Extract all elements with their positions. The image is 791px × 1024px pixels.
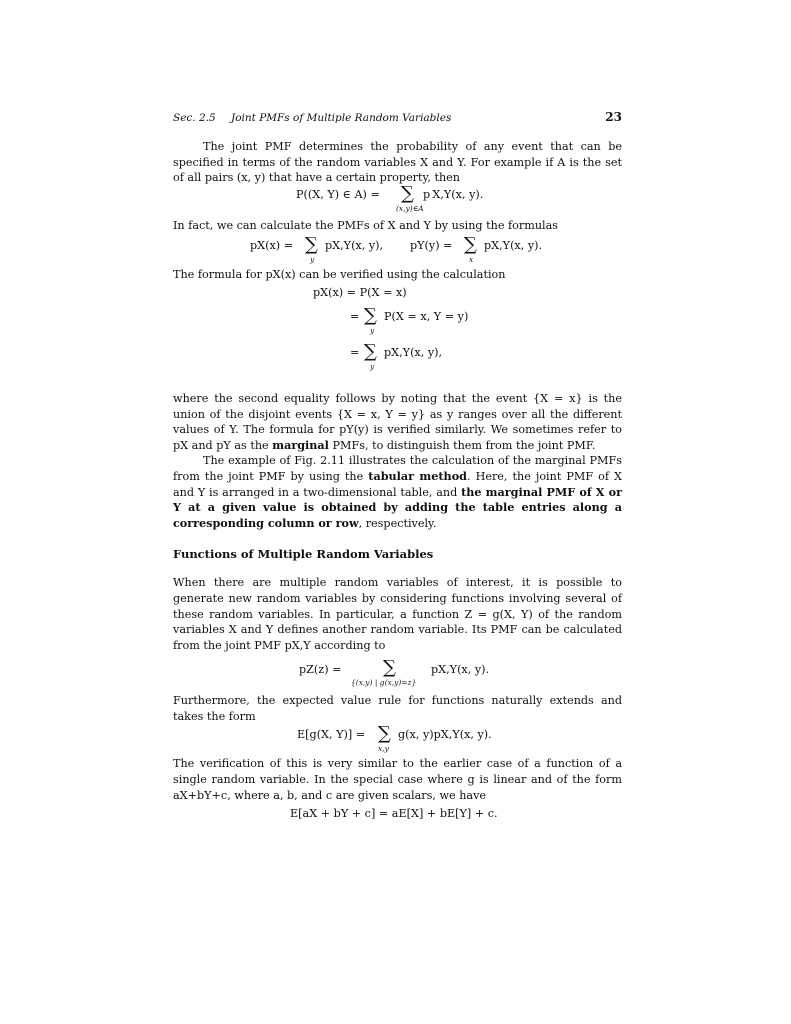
sigma-icon: ∑ [364, 304, 377, 326]
eq3-line3: pX,Y(x, y), [384, 345, 443, 359]
paragraph-7: Furthermore, the expected value rule for functions naturally extends and takes the form [173, 694, 622, 723]
running-header [173, 108, 622, 128]
eq3-eq3: = [350, 345, 360, 359]
sigma-icon: ∑ [378, 723, 391, 745]
eq5-rhs: g(x, y)pX,Y(x, y). [398, 728, 492, 742]
eq2-left-rhs: pX,Y(x, y), [325, 239, 384, 253]
sigma-icon: ∑ [464, 234, 477, 256]
sigma-icon: ∑ [383, 657, 396, 679]
paragraph-6: When there are multiple random variables of interest, it is possible to generate new random variables by considering functions involving several of these random variables. In particular, a function Z = g(X, Y) of the random variables X and Y defines another random variable. Its PMF can be calculated from the joint PMF pX,Y according to [173, 576, 622, 652]
eq1-lhs: P((X, Y) ∈ A) = [296, 187, 380, 201]
equation-2 [173, 233, 622, 267]
page-number: 23 [605, 110, 622, 124]
eq1-rhs: p X,Y(x, y). [423, 187, 484, 201]
section-label: Sec. 2.5 [173, 112, 216, 124]
eq5-lhs: E[g(X, Y)] = [297, 728, 366, 742]
sigma-icon: ∑ [364, 340, 377, 362]
eq2-left: pX(x) = [250, 239, 294, 253]
eq4-rhs: pX,Y(x, y). [431, 663, 490, 677]
eq4-lhs: pZ(z) = [299, 663, 342, 677]
eq2-left-under: y [310, 255, 315, 265]
eq3-under-3: y [370, 361, 375, 371]
equation-1 [173, 182, 622, 218]
equation-6 [173, 803, 622, 827]
sigma-icon: ∑ [401, 182, 414, 204]
eq2-right: pY(y) = [410, 239, 453, 253]
paragraph-3: The formula for pX(x) can be verified using the calculation [173, 268, 506, 282]
paragraph-1: The joint PMF determines the probability of any event that can be specified in terms of the random variables X and Y. For example if A is the set of all pairs (x, y) that have a certain property, then [173, 140, 622, 185]
eq3-eq2: = [350, 309, 360, 323]
eq3-under-2: y [370, 325, 375, 335]
page [173, 108, 622, 827]
eq3-line2: P(X = x, Y = y) [384, 309, 469, 323]
paragraph-8: The verification of this is very similar to the earlier case of a function of a single random variable. In the special case where g is linear and of the form aX+bY+c, where a, b, and c are given scalars, we have [173, 757, 622, 802]
eq5-under: x,y [378, 744, 389, 754]
equation-4 [173, 653, 622, 693]
paragraph-4: where the second equality follows by noting that the event {X = x} is the union of the disjoint events {X = x, Y = y} as y ranges over all the different values of Y. The formula for pY(y) is verified similarly. We sometimes refer to pX and pY as the marginal PMFs, to distinguish them from the joint PMF. [173, 391, 622, 452]
paragraph-2: In fact, we can calculate the PMFs of X and Y by using the formulas [173, 218, 559, 232]
eq3-line1: pX(x) = P(X = x) [313, 285, 407, 299]
equation-3 [173, 283, 622, 391]
equation-5 [173, 724, 622, 756]
section-heading: Functions of Multiple Random Variables [173, 547, 434, 562]
eq6: E[aX + bY + c] = aE[X] + bE[Y] + c. [290, 807, 498, 821]
eq2-right-under: x [469, 255, 474, 265]
eq4-under: {(x,y) | g(x,y)=z} [351, 678, 417, 688]
eq2-right-rhs: pX,Y(x, y). [484, 239, 543, 253]
paragraph-5: The example of Fig. 2.11 illustrates the calculation of the marginal PMFs from the joint PMF by using the tabular method. Here, the joint PMF of X and Y is arranged in a two-dimensional table, and the marginal PMF of X or Y at a given value is obtained by adding the table entries along a corresponding column or row, respectively. [173, 454, 623, 530]
chapter-title: Joint PMFs of Multiple Random Variables [231, 112, 452, 124]
eq1-under: (x,y)∈A [396, 203, 424, 213]
sigma-icon: ∑ [305, 234, 318, 256]
